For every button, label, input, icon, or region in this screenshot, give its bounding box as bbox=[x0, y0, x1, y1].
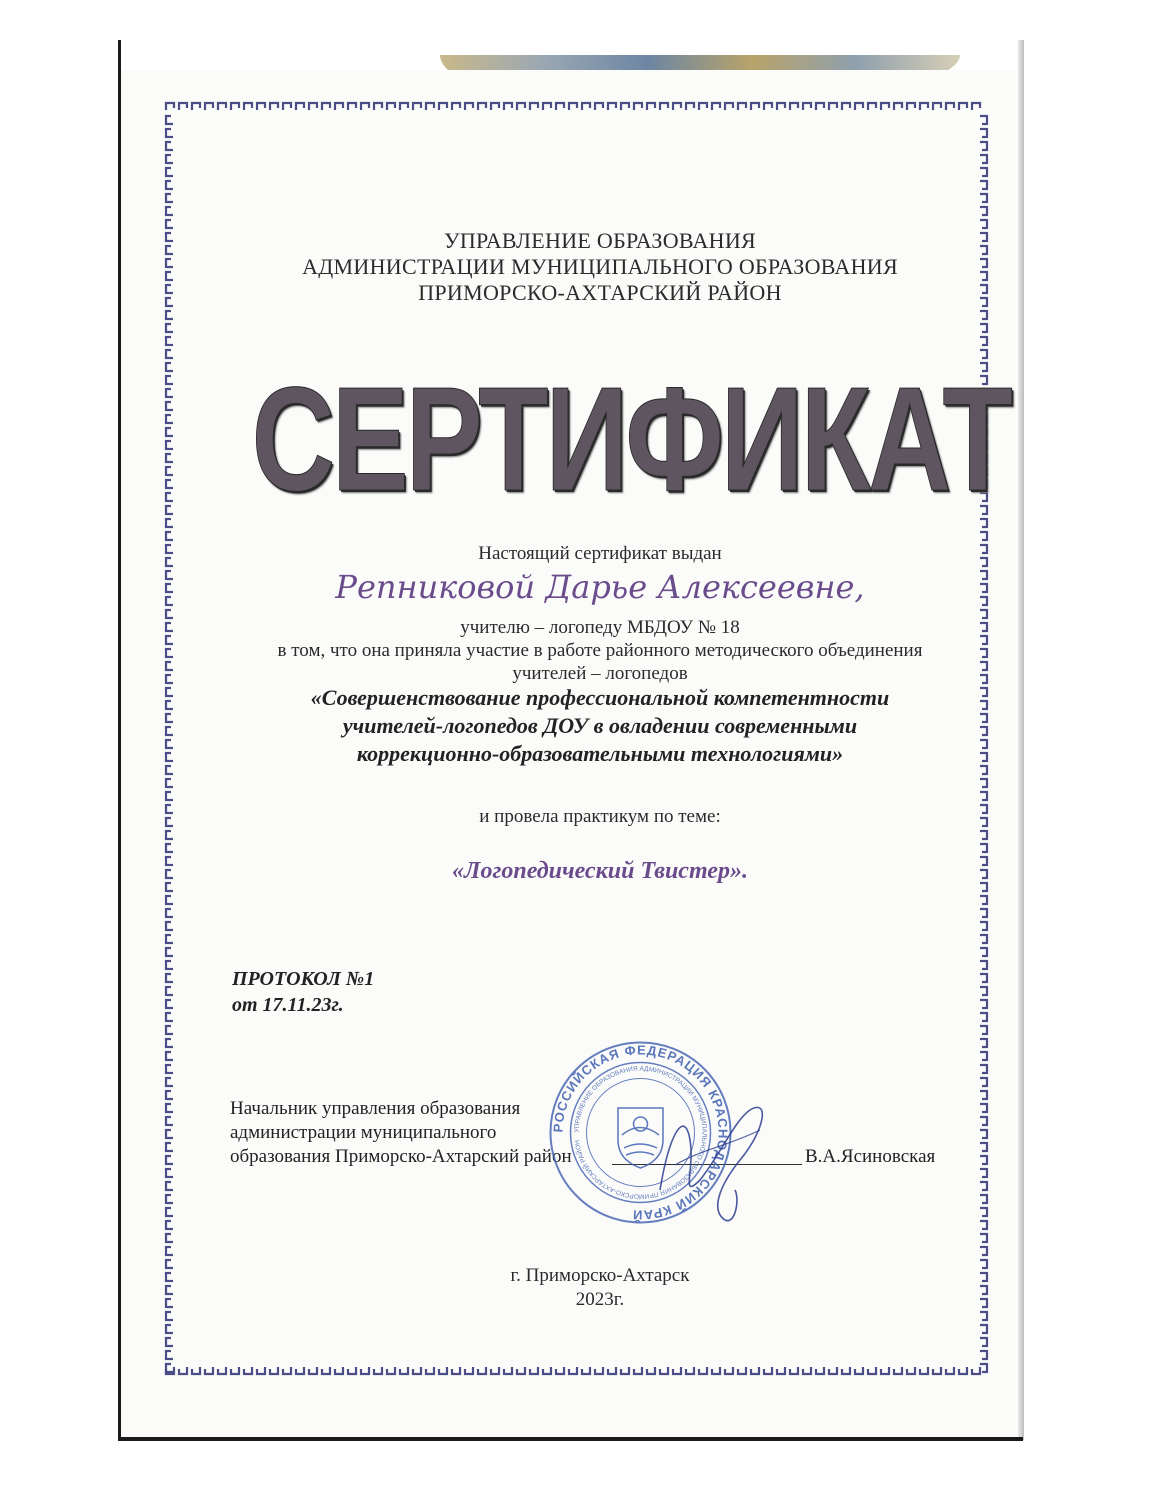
footer-year: 2023г. bbox=[575, 1289, 625, 1310]
stamp-outer-text: РОССИЙСКАЯ ФЕДЕРАЦИЯ КРАСНОДАРСКИЙ КРАЙ bbox=[550, 1042, 731, 1223]
certificate-title: СЕРТИФИКАТ bbox=[251, 357, 1010, 522]
participation-line-1: в том, что она приняла участие в работе районного методического объединения bbox=[277, 640, 923, 661]
practicum-theme: «Логопедический Твистер». bbox=[452, 858, 748, 884]
signatory-line-1: Начальник управления образования bbox=[230, 1098, 521, 1119]
participation-line-2: учителей – логопедов bbox=[512, 663, 688, 684]
handwritten-signature bbox=[640, 1070, 780, 1230]
signatory-line-3: образования Приморско-Ахтарский район bbox=[230, 1146, 572, 1167]
signatory-line-2: администрации муниципального bbox=[230, 1122, 497, 1143]
header-line-1: УПРАВЛЕНИЕ ОБРАЗОВАНИЯ bbox=[443, 228, 757, 253]
association-title-line-1: «Совершенствование профессиональной компетентности bbox=[310, 685, 890, 710]
association-title-line-3: коррекционно-образовательными технологиями» bbox=[356, 741, 844, 766]
footer-city: г. Приморско-Ахтарск bbox=[510, 1265, 690, 1286]
header-line-3: ПРИМОРСКО-АХТАРСКИЙ РАЙОН bbox=[418, 280, 782, 305]
issued-text: Настоящий сертификат выдан bbox=[478, 543, 722, 564]
photo-edge-bottom bbox=[118, 1437, 1023, 1441]
practicum-text: и провела практикум по теме: bbox=[479, 806, 721, 827]
recipient-position: учителю – логопеду МБДОУ № 18 bbox=[460, 617, 740, 638]
association-title-line-2: учителей-логопедов ДОУ в овладении современными bbox=[342, 713, 858, 738]
signatory-name: В.А.Ясиновская bbox=[805, 1146, 936, 1167]
stamp-inner-text: УПРАВЛЕНИЕ ОБРАЗОВАНИЯ АДМИНИСТРАЦИИ МУНИЦИПАЛЬНОГО ОБРАЗОВАНИЯ ПРИМОРСКО-АХТАРСКИЙ РАЙОН bbox=[573, 1065, 708, 1200]
recipient-name: Репниковой Дарье Алексеевне, bbox=[335, 568, 865, 606]
header-line-2: АДМИНИСТРАЦИИ МУНИЦИПАЛЬНОГО ОБРАЗОВАНИЯ bbox=[302, 254, 898, 279]
protocol-number: ПРОТОКОЛ №1 bbox=[232, 968, 375, 990]
protocol-date: от 17.11.23г. bbox=[232, 994, 344, 1016]
